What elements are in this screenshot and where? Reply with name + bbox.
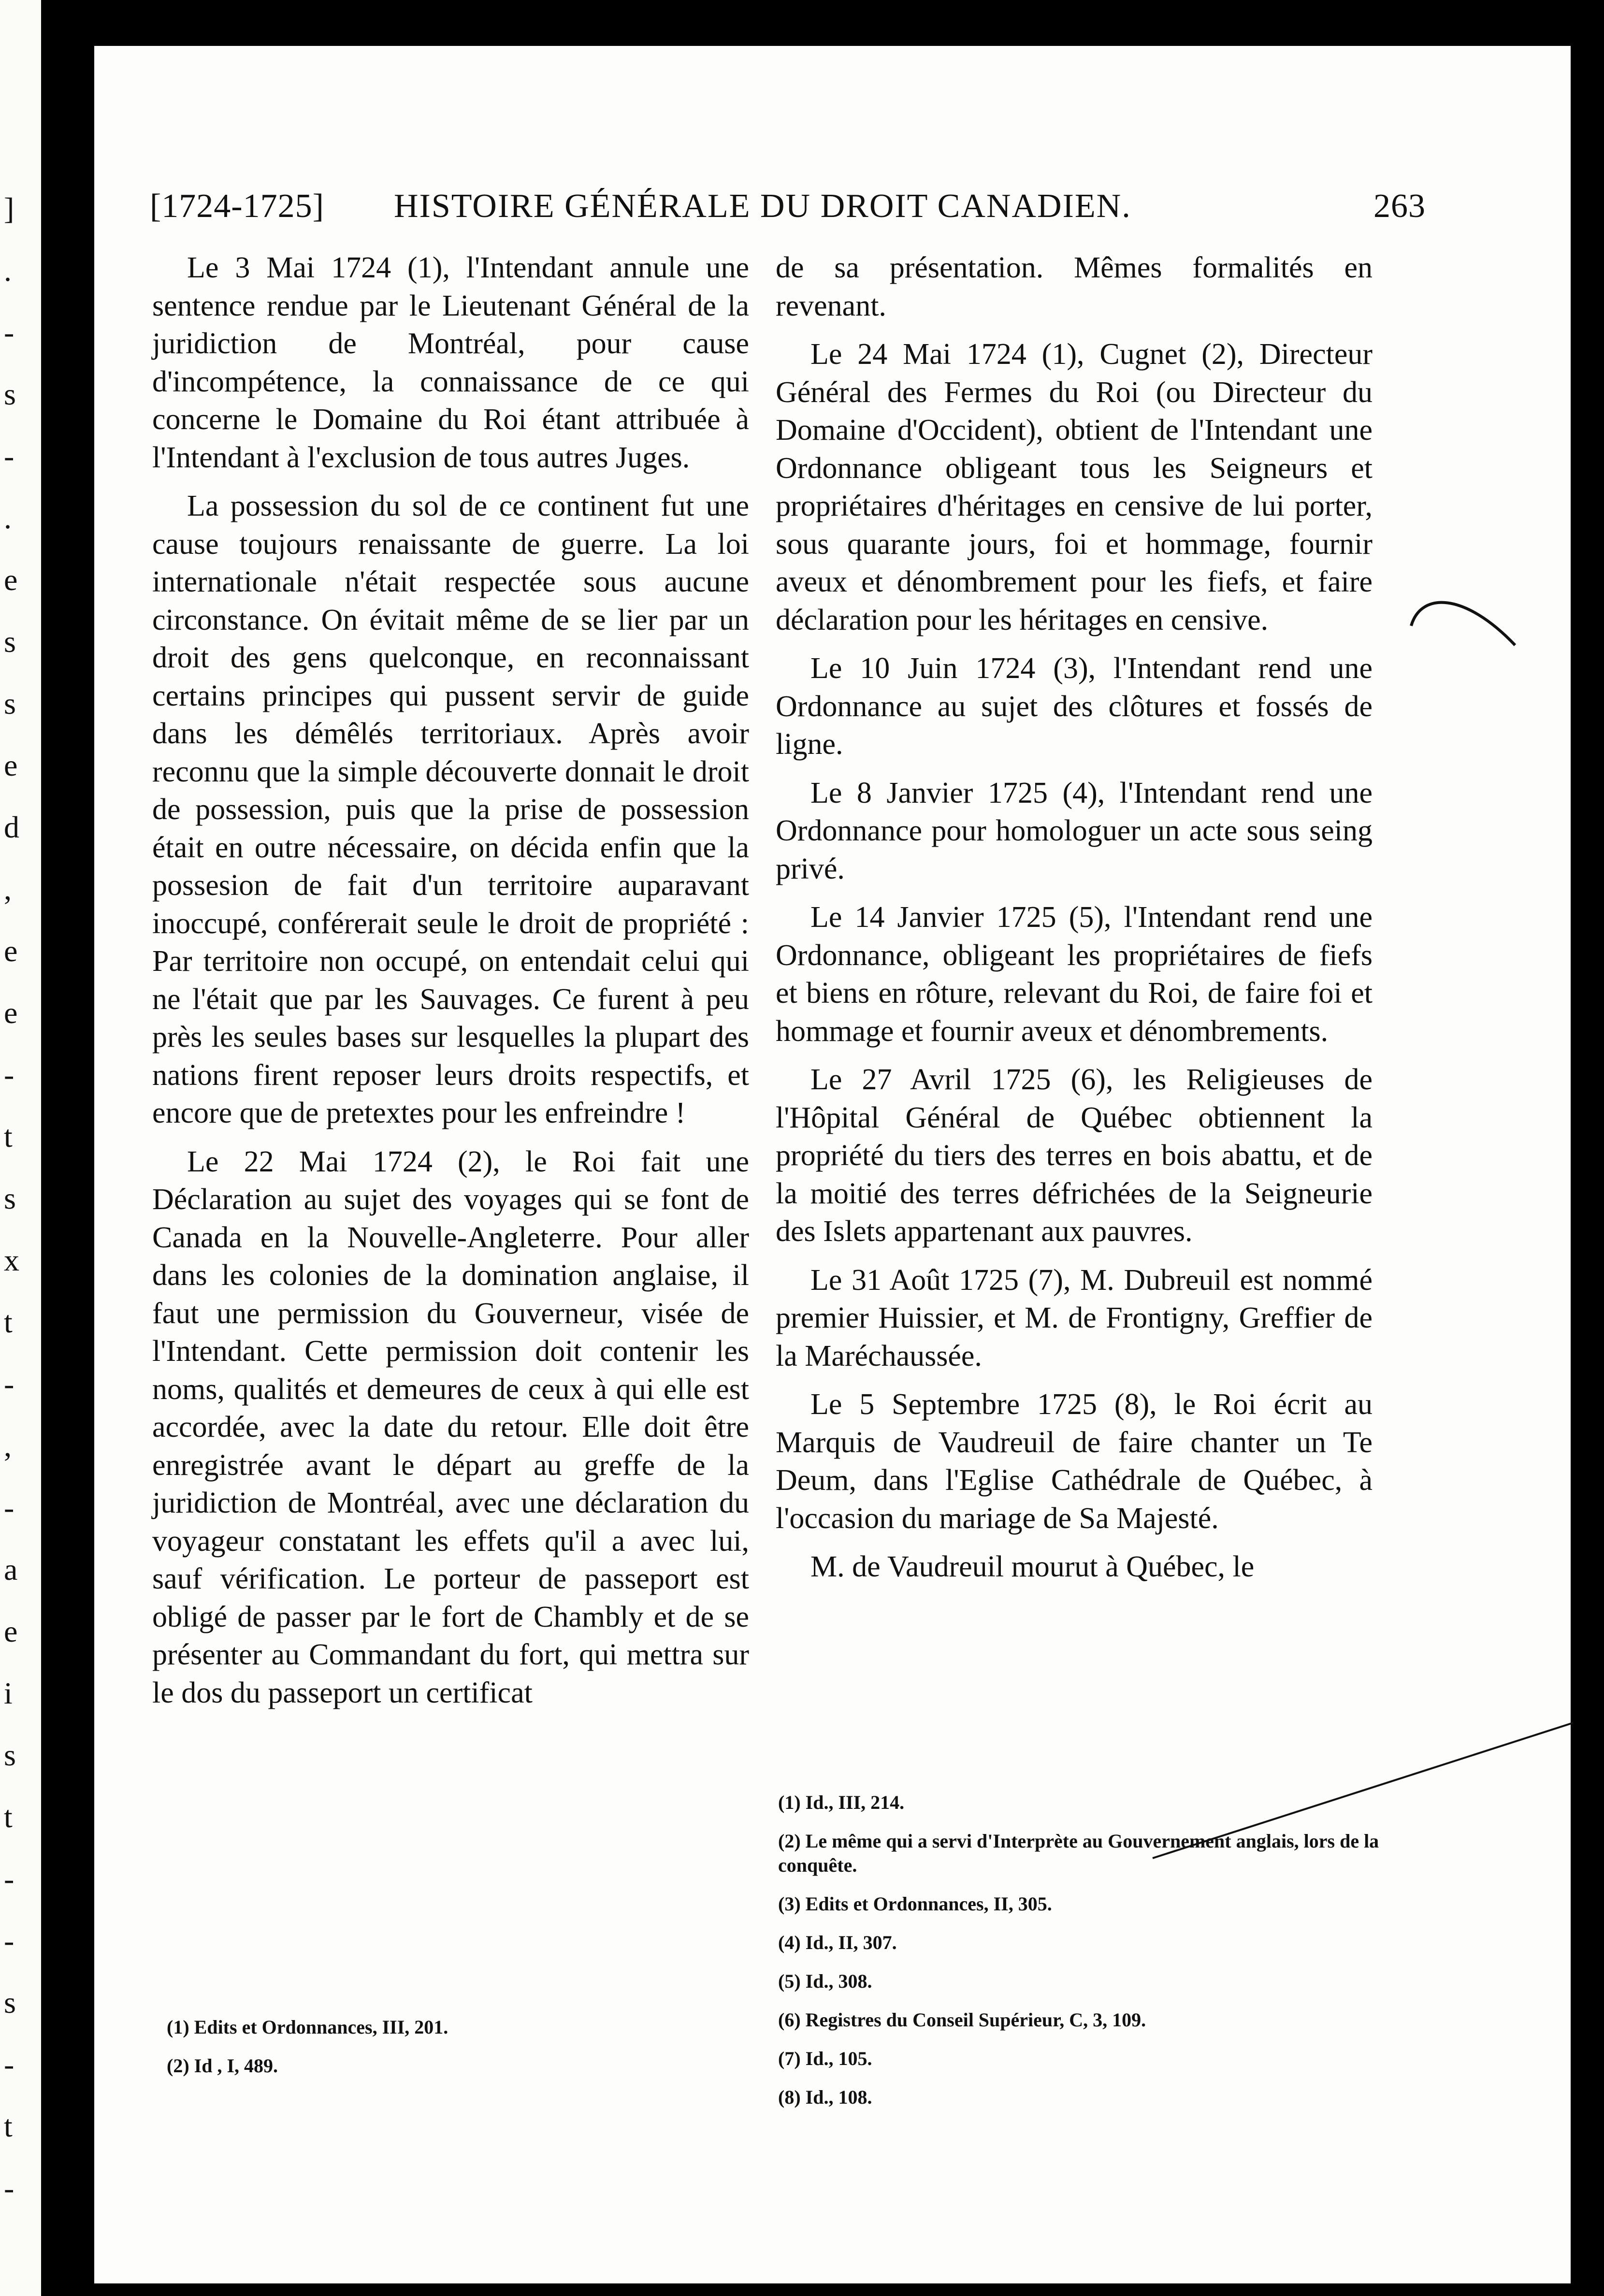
- paragraph: Le 31 Août 1725 (7), M. Dubreuil est nommé premier Huissier, et M. de Frontigny, Greffier de la Maréchaussée.: [776, 1263, 1373, 1372]
- footnote: (2) Le même qui a servi d'Interprète au Gouvernement anglais, lors de la conquête.: [778, 1830, 1379, 1876]
- paragraph: Le 14 Janvier 1725 (5), l'Intendant rend une Ordonnance, obligeant les propriétaires de fiefs et biens en rôture, relevant du Roi, de faire foi et hommage et fournir aveux et dénombrements.: [776, 901, 1373, 1048]
- adjacent-page-glyph: i: [4, 1676, 13, 1710]
- adjacent-page-glyph: t: [4, 1800, 13, 1834]
- paragraph: de sa présentation. Mêmes formalités en revenant.: [776, 251, 1373, 322]
- adjacent-page-glyph: -: [4, 1490, 14, 1525]
- adjacent-page-edge: [0, 0, 41, 2296]
- adjacent-page-glyph: e: [4, 1614, 18, 1648]
- adjacent-page-glyph: .: [4, 501, 12, 535]
- pencil-mark-icon: [1402, 573, 1527, 669]
- adjacent-page-glyph: -: [4, 1057, 14, 1092]
- adjacent-page-glyph: -: [4, 1367, 14, 1401]
- paragraph: Le 27 Avril 1725 (6), les Religieuses de l'Hôpital Général de Québec obtiennent la propriété du tiers des terres en bois abattu, et de la moitié des terres défrichées de la Seigneurie des Islets appartenant aux pauvres.: [776, 1063, 1373, 1248]
- adjacent-page-glyph: e: [4, 934, 18, 968]
- adjacent-page-glyph: e: [4, 996, 18, 1030]
- adjacent-page-glyph: d: [4, 810, 19, 844]
- adjacent-page-glyph: t: [4, 2109, 13, 2143]
- footnote: (6) Registres du Conseil Supérieur, C, 3, 109.: [778, 2009, 1146, 2031]
- adjacent-page-glyph: t: [4, 1305, 13, 1339]
- footnote: (8) Id., 108.: [778, 2086, 872, 2108]
- left-column: [152, 249, 749, 1722]
- paragraph: Le 24 Mai 1724 (1), Cugnet (2), Directeur Général des Fermes du Roi (ou Directeur du Domaine d'Occident), obtient de l'Intendant une Ordonnance obligeant tous les Seigneurs et propriétaires d'héritages en censive de lui porter, sous quarante jours, foi et hommage, fournir aveux et dénombrement pour les fiefs, et faire déclaration pour les héritages en censive.: [776, 338, 1373, 636]
- paragraph: Le 5 Septembre 1725 (8), le Roi écrit au Marquis de Vaudreuil de faire chanter un Te Deum, dans l'Eglise Cathédrale de Québec, à l'occasion du mariage de Sa Majesté.: [776, 1388, 1373, 1535]
- right-column: [776, 249, 1373, 1597]
- adjacent-page-glyph: s: [4, 1738, 16, 1772]
- adjacent-page-glyph: t: [4, 1119, 13, 1154]
- adjacent-page-glyph: -: [4, 315, 14, 349]
- footnote: (1) Id., III, 214.: [778, 1791, 905, 1813]
- adjacent-page-glyph: e: [4, 748, 18, 782]
- adjacent-page-glyph: ,: [4, 1429, 12, 1463]
- adjacent-page-glyph: -: [4, 439, 14, 473]
- adjacent-page-glyph: x: [4, 1243, 19, 1277]
- page-number: 263: [1373, 188, 1426, 225]
- adjacent-page-glyph: -: [4, 2047, 14, 2081]
- pencil-stroke-icon: [1148, 1718, 1583, 1863]
- paragraph: Le 10 Juin 1724 (3), l'Intendant rend une Ordonnance au sujet des clôtures et fossés de ligne.: [776, 652, 1373, 761]
- running-header: [150, 182, 1426, 231]
- book-page: [94, 46, 1571, 2283]
- adjacent-page-glyph: -: [4, 2171, 14, 2205]
- header-date-range: [1724-1725]: [150, 188, 324, 225]
- adjacent-page-glyph: -: [4, 1862, 14, 1896]
- paragraph: Le 8 Janvier 1725 (4), l'Intendant rend une Ordonnance pour homologuer un acte sous seing privé.: [776, 776, 1373, 885]
- left-footnotes: [167, 2008, 698, 2085]
- header-title: HISTOIRE GÉNÉRALE DU DROIT CANADIEN.: [394, 188, 1131, 225]
- adjacent-page-glyph: -: [4, 1923, 14, 1958]
- footnote: (2) Id , I, 489.: [167, 2055, 278, 2077]
- footnote: (3) Edits et Ordonnances, II, 305.: [778, 1893, 1052, 1915]
- adjacent-page-glyph: s: [4, 686, 16, 721]
- adjacent-page-glyph: ]: [4, 191, 14, 226]
- paragraph: Le 3 Mai 1724 (1), l'Intendant annule une sentence rendue par le Lieutenant Général de la juridiction de Montréal, pour cause d'incompétence, la connaissance de ce qui concerne le Domaine du Roi étant attribuée à l'Intendant à l'exclusion de tous autres Juges.: [152, 251, 749, 474]
- paragraph: M. de Vaudreuil mourut à Québec, le: [810, 1550, 1255, 1583]
- footnote: (7) Id., 105.: [778, 2048, 872, 2069]
- adjacent-page-glyph: s: [4, 624, 16, 659]
- adjacent-page-glyph: ,: [4, 872, 12, 906]
- adjacent-page-glyph: s: [4, 377, 16, 411]
- adjacent-page-glyph: .: [4, 253, 12, 288]
- adjacent-page-glyph: s: [4, 1985, 16, 2020]
- adjacent-page-glyph: a: [4, 1552, 18, 1587]
- footnote: (5) Id., 308.: [778, 1970, 872, 1992]
- footnote: (4) Id., II, 307.: [778, 1932, 897, 1953]
- footnote: (1) Edits et Ordonnances, III, 201.: [167, 2016, 448, 2038]
- adjacent-page-glyph: e: [4, 563, 18, 597]
- paragraph: La possession du sol de ce continent fut une cause toujours renaissante de guerre. La loi internationale n'était respectée sous aucune circonstance. On évitait même de se lier par un droit des gens quelconque, en reconnaissant certains principes qui pussent servir de guide dans les démêlés territoriaux. Après avoir reconnu que la simple découverte donnait le droit de possession, puis que la prise de possession était en outre nécessaire, on décida enfin que la possesion de fait d'un territoire auparavant inoccupé, conférerait seule le droit de propriété : Par territoire non occupé, on entendait celui qui ne l'était que par les Sauvages. Ce furent à peu près les seules bases sur lesquelles la plupart des nations firent reposer leurs droits respectifs, et encore que de pretextes pour les enfreindre !: [152, 490, 749, 1129]
- adjacent-page-glyph: s: [4, 1181, 16, 1215]
- paragraph: Le 22 Mai 1724 (2), le Roi fait une Déclaration au sujet des voyages qui se font de Canada en la Nouvelle-Angleterre. Pour aller dans les colonies de la domination anglaise, il faut une permission du Gouverneur, visée de l'Intendant. Cette permission doit contenir les noms, qualités et demeures de ceux à qui elle est accordée, avec la date du retour. Elle doit être enregistrée avant le départ au greffe de la juridiction de Montréal, avec une déclaration du voyageur constatant les effets qu'il a avec lui, sauf vérification. Le porteur de passeport est obligé de passer par le fort de Chambly et de se présenter au Commandant du fort, qui mettra sur le dos du passeport un certificat: [152, 1145, 749, 1709]
